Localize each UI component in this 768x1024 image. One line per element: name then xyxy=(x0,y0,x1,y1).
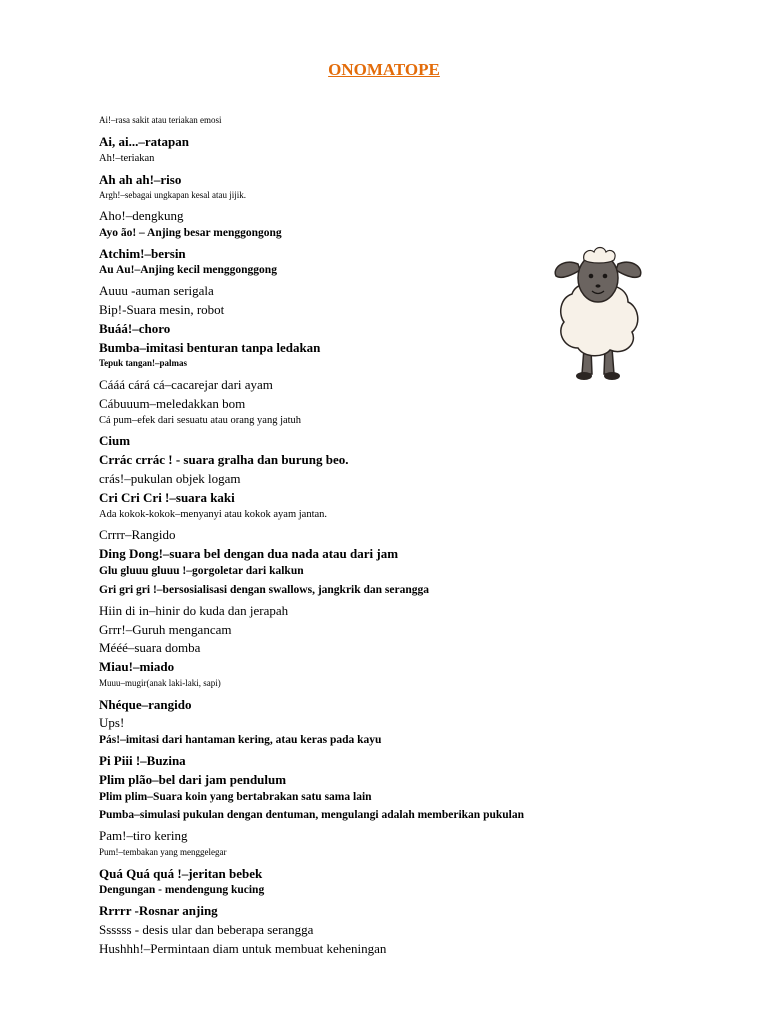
list-item: Miau!–miado xyxy=(99,659,175,674)
list-item: Atchim!–bersin xyxy=(99,246,186,261)
list-item: Rrrrr -Rosnar anjing xyxy=(99,903,218,918)
list-item: Auuu -auman serigala xyxy=(99,283,214,298)
list-item: Bip!-Suara mesin, robot xyxy=(99,302,225,317)
list-item: Muuu–mugir(anak laki-laki, sapi) xyxy=(99,678,221,688)
list-item: Ah ah ah!–riso xyxy=(99,172,182,187)
list-item: Pumba–simulasi pukulan dengan dentuman, mengulangi adalah memberikan pukulan xyxy=(99,809,524,821)
list-item: Cábuuum–meledakkan bom xyxy=(99,396,246,411)
list-item: Argh!–sebagai ungkapan kesal atau jijik. xyxy=(99,190,247,200)
list-item: Plim plim–Suara koin yang bertabrakan satu sama lain xyxy=(99,791,372,803)
list-item: Au Au!–Anjing kecil menggonggong xyxy=(99,264,277,276)
list-item: Ding Dong!–suara bel dengan dua nada atau dari jam xyxy=(99,546,399,561)
list-item: Mééé–suara domba xyxy=(99,640,201,655)
list-item: Glu gluuu gluuu !–gorgoletar dari kalkun xyxy=(99,565,304,577)
page-title: ONOMATOPE xyxy=(328,60,440,79)
list-item: Grrr!–Guruh mengancam xyxy=(99,622,232,637)
list-item: Cááá cárá cá–cacarejar dari ayam xyxy=(99,377,273,392)
list-item: Tepuk tangan!–palmas xyxy=(99,358,187,368)
list-item: Ai!–rasa sakit atau teriakan emosi xyxy=(99,115,222,125)
list-item: Pás!–imitasi dari hantaman kering, atau keras pada kayu xyxy=(99,734,382,746)
list-item: Ssssss - desis ular dan beberapa serangga xyxy=(99,922,314,937)
list-item: Cium xyxy=(99,433,131,448)
list-item: Pam!–tiro kering xyxy=(99,828,188,843)
sheep-illustration xyxy=(548,240,648,390)
list-item: Crrrr–Rangido xyxy=(99,527,176,542)
list-item: Ayo ão! – Anjing besar menggongong xyxy=(99,227,282,239)
list-item: Buáá!–choro xyxy=(99,321,171,336)
list-item: Cá pum–efek dari sesuatu atau orang yang jatuh xyxy=(99,415,302,426)
list-item: crás!–pukulan objek logam xyxy=(99,471,241,486)
list-item: Ada kokok-kokok–menyanyi atau kokok ayam jantan. xyxy=(99,509,328,520)
list-item: Aho!–dengkung xyxy=(99,208,184,223)
list-item: Ups! xyxy=(99,715,125,730)
list-item: Crrác crrác ! - suara gralha dan burung beo. xyxy=(99,452,349,467)
list-item: Hushhh!–Permintaan diam untuk membuat keheningan xyxy=(99,941,387,956)
list-item: Gri gri gri !–bersosialisasi dengan swallows, jangkrik dan serangga xyxy=(99,584,430,596)
list-item: Ai, ai...–ratapan xyxy=(99,134,189,149)
list-item: Pi Piii !–Buzina xyxy=(99,753,186,768)
sheep-icon xyxy=(548,240,648,390)
list-item: Cri Cri Cri !–suara kaki xyxy=(99,490,235,505)
list-item: Bumba–imitasi benturan tanpa ledakan xyxy=(99,340,321,355)
list-item: Ah!–teriakan xyxy=(99,153,155,164)
list-item: Quá Quá quá !–jeritan bebek xyxy=(99,866,263,881)
list-item: Dengungan - mendengung kucing xyxy=(99,884,265,896)
list-item: Plim plão–bel dari jam pendulum xyxy=(99,772,287,787)
list-item: Nhéque–rangido xyxy=(99,697,192,712)
list-item: Pum!–tembakan yang menggelegar xyxy=(99,847,227,857)
list-item: Hiin di in–hinir do kuda dan jerapah xyxy=(99,603,289,618)
